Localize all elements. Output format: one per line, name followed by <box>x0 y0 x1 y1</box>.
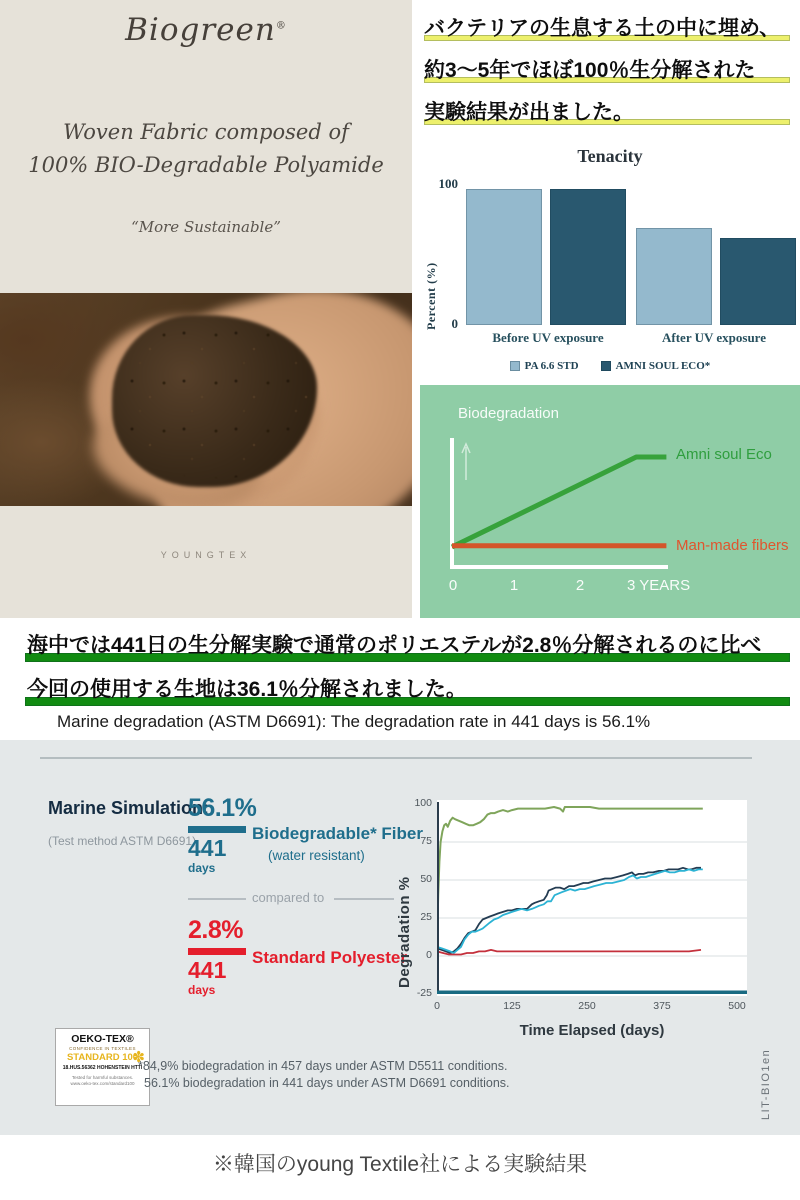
y-tick-label: 100 <box>414 797 432 809</box>
note-line <box>422 10 792 52</box>
oeko-tex-url: www.oeko-tex.com/standard100 <box>70 1080 135 1086</box>
panel-title: Marine Simulation: <box>48 798 210 818</box>
bar-plot-area <box>465 140 797 325</box>
bar-amni-soul-eco- <box>550 189 626 325</box>
brand-tagline: “More Sustainable” <box>131 218 281 236</box>
document-side-label: LIT-BIO1en <box>760 1048 772 1120</box>
category-label: Before UV exposure <box>492 330 604 345</box>
y-tick-label: 0 <box>426 949 432 961</box>
y-axis-label: Degradation % <box>396 876 413 988</box>
divider-line <box>40 757 752 759</box>
y-tick-label: 50 <box>420 873 432 885</box>
footnote-line: *84,9% biodegradation in 457 days under ASTM D5511 conditions. <box>138 1059 508 1073</box>
headline-line-2: 100% BIO-Degradable Polyamide <box>28 152 384 177</box>
x-tick-label: 2 <box>575 577 585 594</box>
fraction-bar <box>188 948 246 955</box>
compared-to-label: compared to <box>252 890 325 905</box>
note-line-text: 実験結果が出ました。 <box>424 101 634 124</box>
category-label: After UV exposure <box>662 330 766 345</box>
x-tick-label: 125 <box>503 1000 521 1012</box>
duration-value: 441 <box>188 835 227 861</box>
polyester-rate-fraction <box>188 918 258 998</box>
test-method: (Test method ASTM D6691) <box>48 834 197 848</box>
biodegradation-concept-chart <box>420 385 800 618</box>
chart-title: Tenacity <box>577 146 643 166</box>
footnote-line: 56.1% biodegradation in 441 days under ASTM D6691 conditions. <box>144 1076 510 1090</box>
oeko-tex-subtitle: CONFIDENCE IN TEXTILES <box>69 1046 136 1052</box>
x-axis-line <box>437 991 747 995</box>
x-tick-label: 0 <box>434 1000 440 1012</box>
x-tick-label: 0 <box>448 577 458 594</box>
y-tick-label: 0 <box>451 316 458 331</box>
bar-pa-6-6-std <box>636 228 712 325</box>
oeko-tex-tested-note: Tested for harmful substances. <box>71 1074 134 1080</box>
compare-divider-left <box>188 898 246 900</box>
bar-amni-soul-eco- <box>720 238 796 325</box>
x-tick-label: 1 <box>509 577 519 594</box>
degradation-line-chart <box>437 800 747 996</box>
fraction-bar <box>188 826 246 833</box>
note-line-text: 今回の使用する生地は36.1％分解されました。 <box>27 678 467 701</box>
marine-simulation-panel <box>0 740 800 1135</box>
note-line-text: 海中では441日の生分解実験で通常のポリエステルが2.8％分解されるのに比べ <box>27 634 762 657</box>
bar-group <box>466 189 626 325</box>
series-label-amni-soul-eco: Amni soul Eco <box>676 446 772 463</box>
legend-label: AMNI SOUL ECO* <box>615 360 711 372</box>
marine-degradation-note <box>25 628 790 716</box>
series-line-amni-soul-eco <box>452 457 666 547</box>
x-tick-label: 375 <box>653 1000 671 1012</box>
x-axis-label: Time Elapsed (days) <box>519 1022 665 1039</box>
note-line <box>422 52 792 94</box>
headline-line-1: Woven Fabric composed of <box>63 120 349 144</box>
legend-swatch <box>510 361 520 371</box>
polyester-label: Standard Polyester <box>252 948 407 967</box>
chart-title: Biodegradation <box>458 405 559 422</box>
x-tick-label: 3 YEARS <box>627 577 691 594</box>
oeko-tex-standard: STANDARD 100 <box>66 1051 139 1063</box>
note-line <box>422 94 792 136</box>
polyester-duration <box>188 959 258 998</box>
line-plot-svg <box>420 385 800 618</box>
registered-trademark-icon: ® <box>275 20 287 32</box>
duration-value: 441 <box>188 957 227 983</box>
fiber-label: Biodegradable* Fiber <box>252 824 423 843</box>
note-line <box>25 628 790 672</box>
x-axis-category-labels <box>465 330 797 346</box>
plot-background <box>437 800 747 996</box>
x-tick-label: 250 <box>578 1000 596 1012</box>
y-tick-label: 25 <box>420 911 432 923</box>
photo-caption: YOUNGTEX <box>160 550 252 560</box>
fiber-rate: 56.1% <box>188 794 257 822</box>
soil-degradation-note <box>422 10 792 136</box>
fiber-rate-fraction <box>188 796 258 876</box>
note-line-text: バクテリアの生息する土の中に埋め、 <box>424 17 781 40</box>
duration-unit: days <box>188 983 216 997</box>
legend-swatch <box>601 361 611 371</box>
brand-panel <box>0 0 412 618</box>
note-line-text: 約3〜5年でほぼ100％生分解された <box>424 59 756 82</box>
legend-label: PA 6.6 STD <box>524 360 579 372</box>
brand-headline <box>0 116 412 181</box>
tenacity-bar-chart <box>420 140 800 385</box>
duration-unit: days <box>188 861 216 875</box>
note-line <box>25 672 790 716</box>
x-tick-label: 500 <box>728 1000 746 1012</box>
footnotes <box>138 1058 510 1092</box>
flower-icon: ✽ <box>132 1049 145 1066</box>
marine-degradation-subtitle: Marine degradation (ASTM D6691): The degradation rate in 441 days is 56.1% <box>57 712 651 731</box>
soil-texture <box>120 323 310 478</box>
oeko-tex-title: OEKO-TEX® <box>71 1033 134 1045</box>
y-tick-label: -25 <box>416 987 432 999</box>
bar-group <box>636 228 796 325</box>
bar-pa-6-6-std <box>466 189 542 325</box>
legend-item <box>601 360 711 372</box>
series-label-man-made-fibers: Man-made fibers <box>676 537 789 554</box>
oeko-tex-certificate <box>55 1028 150 1106</box>
chart-legend <box>420 360 800 372</box>
polyester-rate: 2.8% <box>188 916 243 944</box>
fiber-sublabel: (water resistant) <box>268 848 365 863</box>
brand-logo-text: Biogreen <box>125 12 276 48</box>
brand-logo <box>0 12 412 48</box>
y-axis-label: Percent (%) <box>424 262 438 330</box>
fiber-duration <box>188 837 258 876</box>
y-tick-label: 100 <box>438 176 458 191</box>
y-tick-label: 75 <box>420 835 432 847</box>
soil-hands-photo <box>0 293 412 506</box>
bottom-caption: ※韓国のyoung Textile社による実験結果 <box>212 1153 588 1176</box>
compare-divider-right <box>334 898 394 900</box>
legend-item <box>510 360 579 372</box>
oeko-tex-certificate-number: 18.HUS.56362 HOHENSTEIN HTTI <box>62 1064 143 1071</box>
